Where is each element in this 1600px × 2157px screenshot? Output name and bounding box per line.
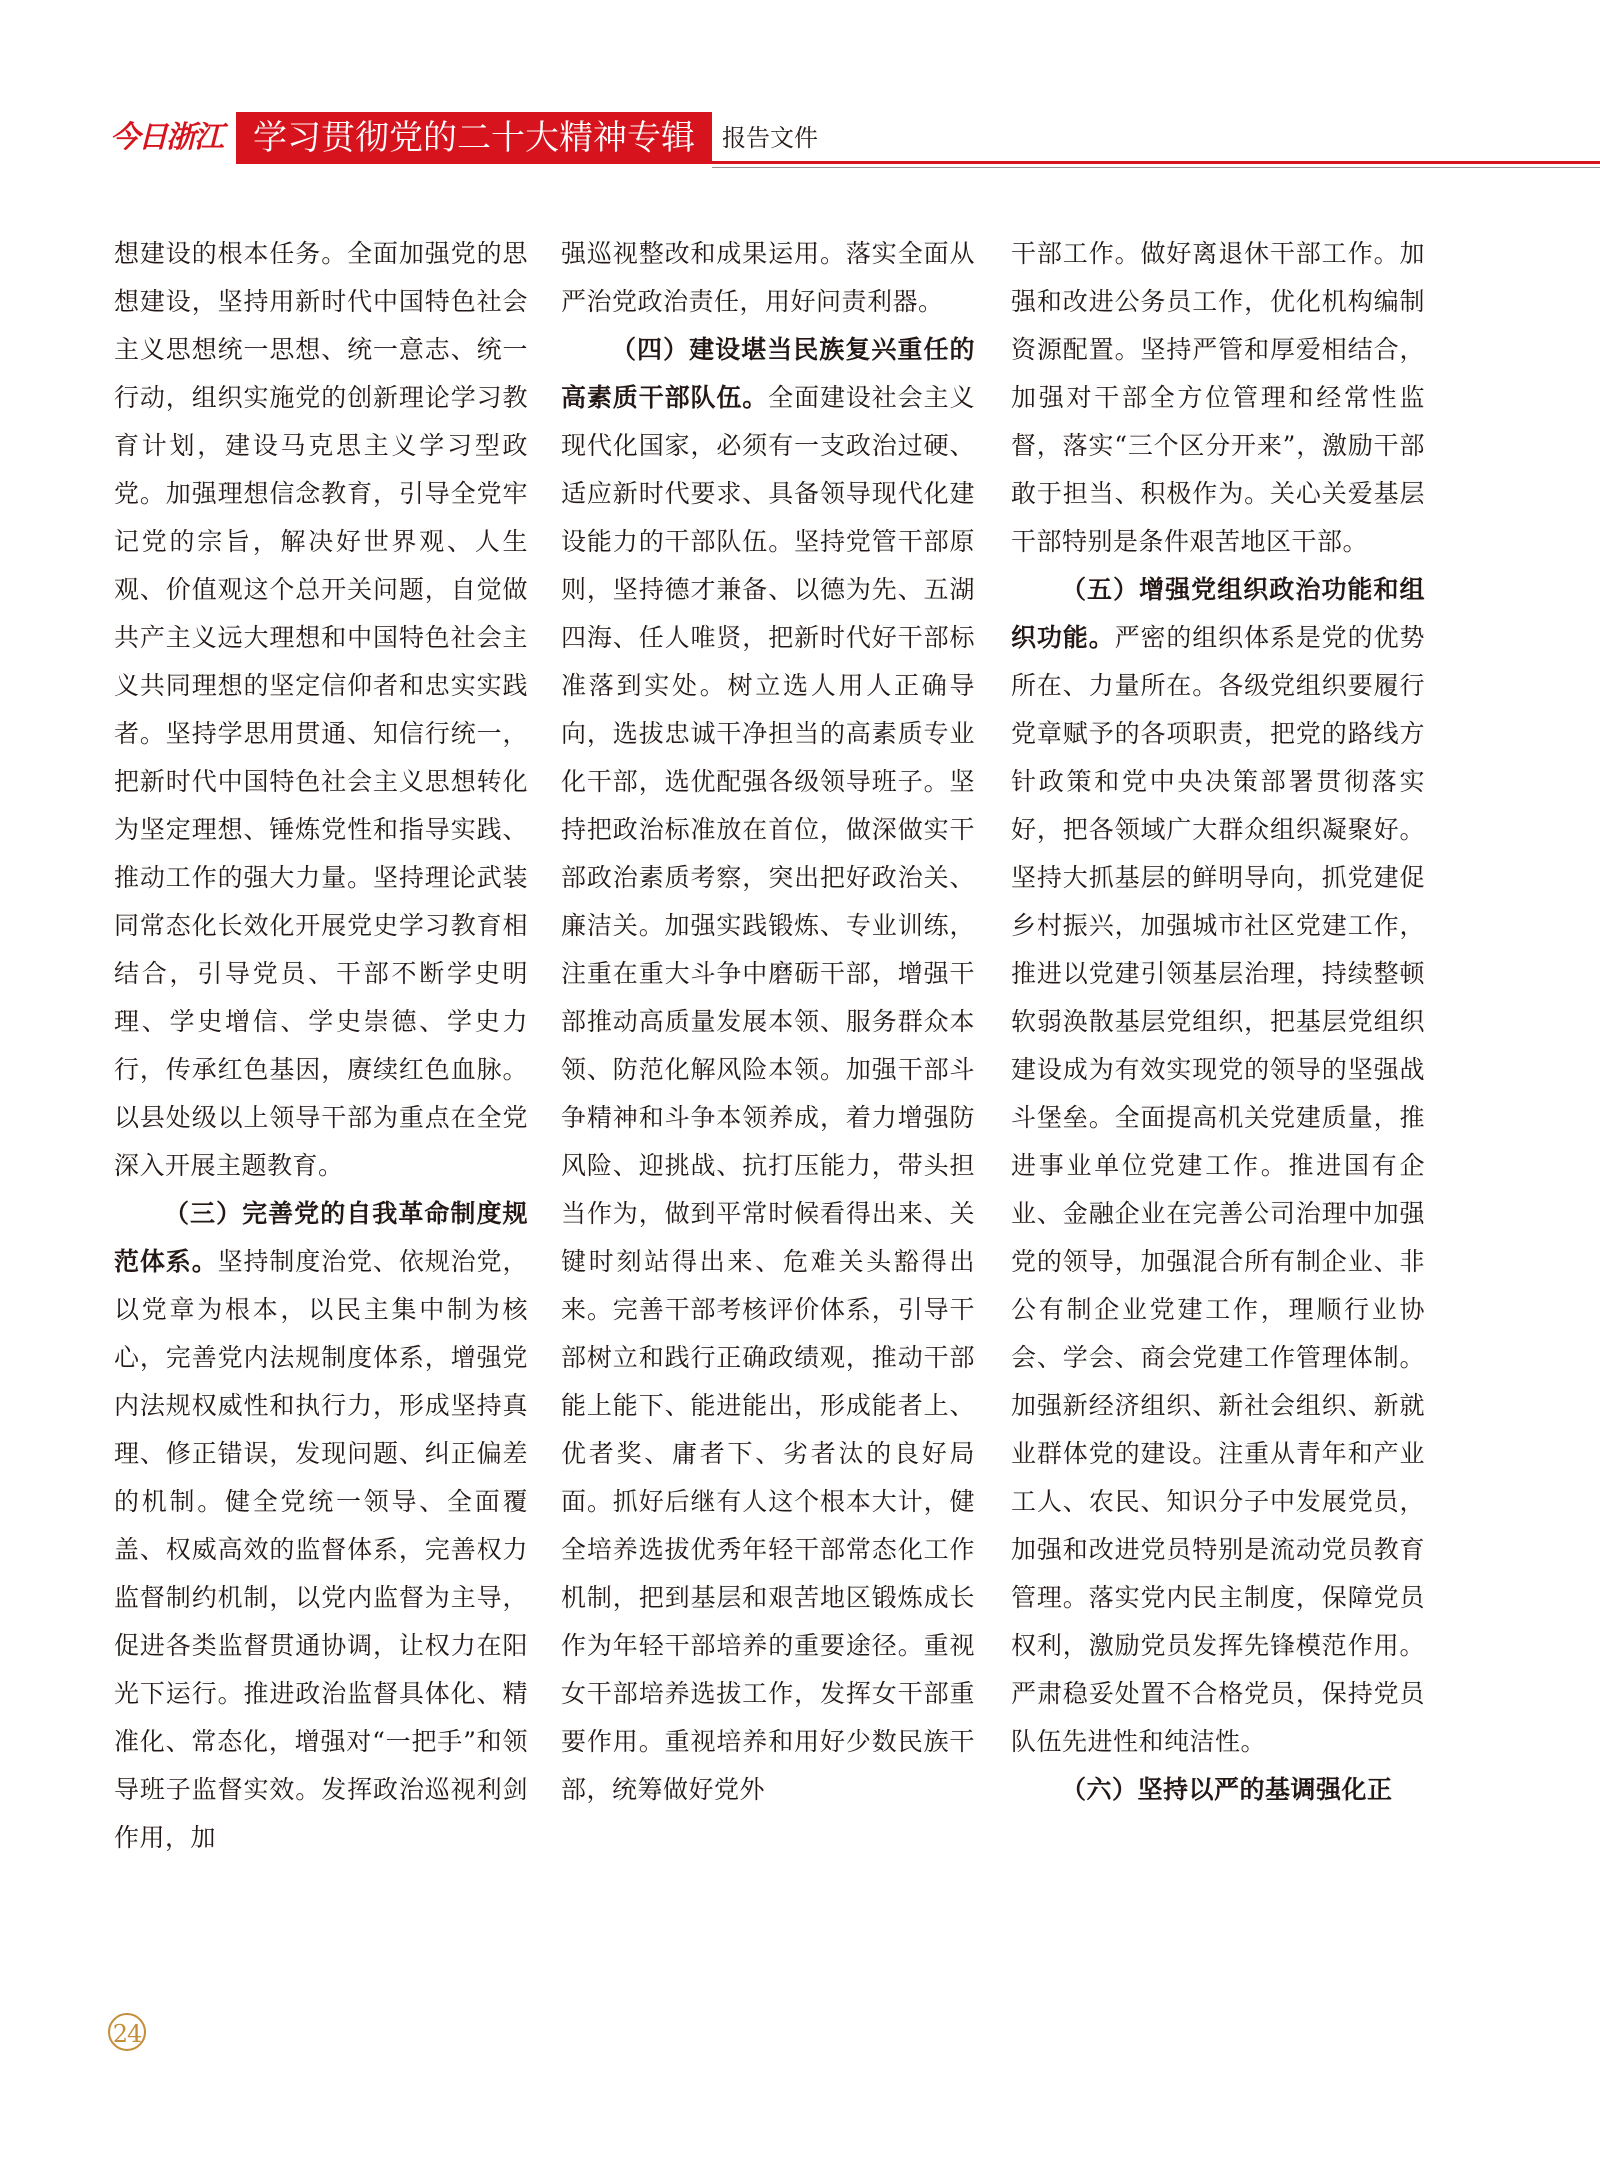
magazine-logo: 今日浙江: [110, 120, 222, 155]
paragraph: [1011, 566, 1425, 1766]
section-label: 报告文件: [722, 124, 818, 152]
paragraph-body: 全面建设社会主义现代化国家，必须有一支政治过硬、适应新时代要求、具备领导现代化建设能力的干部队伍。坚持党管干部原则，坚持德才兼备、以德为先、五湖四海、任人唯贤，把新时代好干部标准落到实处。树立选人用人正确导向，选拔忠诚干净担当的高素质专业化干部，选优配强各级领导班子。坚持把政治标准放在首位，做深做实干部政治素质考察，突出把好政治关、廉洁关。加强实践锻炼、专业训练，注重在重大斗争中磨砺干部，增强干部推动高质量发展本领、服务群众本领、防范化解风险本领。加强干部斗争精神和斗争本领养成，着力增强防风险、迎挑战、抗打压能力，带头担当作为，做到平常时候看得出来、关键时刻站得出来、危难关头豁得出来。完善干部考核评价体系，引导干部树立和践行正确政绩观，推动干部能上能下、能进能出，形成能者上、优者奖、庸者下、劣者汰的良好局面。抓好后继有人这个根本大计，健全培养选拔优秀年轻干部常态化工作机制，把到基层和艰苦地区锻炼成长作为年轻干部培养的重要途径。重视女干部培养选拔工作，发挥女干部重要作用。重视培养和用好少数民族干部，统筹做好党外: [561, 383, 975, 1804]
paragraph: [561, 326, 975, 1814]
article-column-1: [114, 230, 528, 1862]
article-column-2: [561, 230, 975, 1814]
paragraph-body: 坚持制度治党、依规治党，以党章为根本，以民主集中制为核心，完善党内法规制度体系，增强党内法规权威性和执行力，形成坚持真理、修正错误，发现问题、纠正偏差的机制。健全党统一领导、全面覆盖、权威高效的监督体系，完善权力监督制约机制，以党内监督为主导，促进各类监督贯通协调，让权力在阳光下运行。推进政治监督具体化、精准化、常态化，增强对“一把手”和领导班子监督实效。发挥政治巡视利剑作用，加: [114, 1247, 528, 1852]
header-rule: [712, 161, 1600, 164]
special-issue-banner: 学习贯彻党的二十大精神专辑: [236, 112, 712, 164]
paragraph: [114, 1190, 528, 1862]
header-rule-thin: [712, 167, 1600, 168]
subsection-heading: （五）增强党组织政治功能和组织功能。: [1011, 575, 1425, 652]
subsection-heading: （六）坚持以严的基调强化正: [1061, 1775, 1393, 1804]
page-number: 24: [108, 2013, 146, 2051]
masthead: [110, 112, 1600, 164]
article-column-3: [1011, 230, 1425, 1814]
subsection-heading: （四）建设堪当民族复兴重任的高素质干部队伍。: [561, 335, 975, 412]
paragraph: 想建设的根本任务。全面加强党的思想建设，坚持用新时代中国特色社会主义思想统一思想、统一意志、统一行动，组织实施党的创新理论学习教育计划，建设马克思主义学习型政党。加强理想信念教育，引导全党牢记党的宗旨，解决好世界观、人生观、价值观这个总开关问题，自觉做共产主义远大理想和中国特色社会主义共同理想的坚定信仰者和忠实实践者。坚持学思用贯通、知信行统一，把新时代中国特色社会主义思想转化为坚定理想、锤炼党性和指导实践、推动工作的强大力量。坚持理论武装同常态化长效化开展党史学习教育相结合，引导党员、干部不断学史明理、学史增信、学史崇德、学史力行，传承红色基因，赓续红色血脉。以县处级以上领导干部为重点在全党深入开展主题教育。: [114, 239, 528, 1180]
subsection-heading: （三）完善党的自我革命制度规范体系。: [114, 1199, 528, 1276]
paragraph: 强巡视整改和成果运用。落实全面从严治党政治责任，用好问责利器。: [561, 239, 975, 316]
paragraph-body: 严密的组织体系是党的优势所在、力量所在。各级党组织要履行党章赋予的各项职责，把党的路线方针政策和党中央决策部署贯彻落实好，把各领域广大群众组织凝聚好。坚持大抓基层的鲜明导向，抓党建促乡村振兴，加强城市社区党建工作，推进以党建引领基层治理，持续整顿软弱涣散基层党组织，把基层党组织建设成为有效实现党的领导的坚强战斗堡垒。全面提高机关党建质量，推进事业单位党建工作。推进国有企业、金融企业在完善公司治理中加强党的领导，加强混合所有制企业、非公有制企业党建工作，理顺行业协会、学会、商会党建工作管理体制。加强新经济组织、新社会组织、新就业群体党的建设。注重从青年和产业工人、农民、知识分子中发展党员，加强和改进党员特别是流动党员教育管理。落实党内民主制度，保障党员权利，激励党员发挥先锋模范作用。严肃稳妥处置不合格党员，保持党员队伍先进性和纯洁性。: [1011, 623, 1425, 1756]
paragraph: [1011, 1766, 1425, 1814]
paragraph: 干部工作。做好离退休干部工作。加强和改进公务员工作，优化机构编制资源配置。坚持严管和厚爱相结合，加强对干部全方位管理和经常性监督，落实“三个区分开来”，激励干部敢于担当、积极作为。关心关爱基层干部特别是条件艰苦地区干部。: [1011, 239, 1425, 556]
